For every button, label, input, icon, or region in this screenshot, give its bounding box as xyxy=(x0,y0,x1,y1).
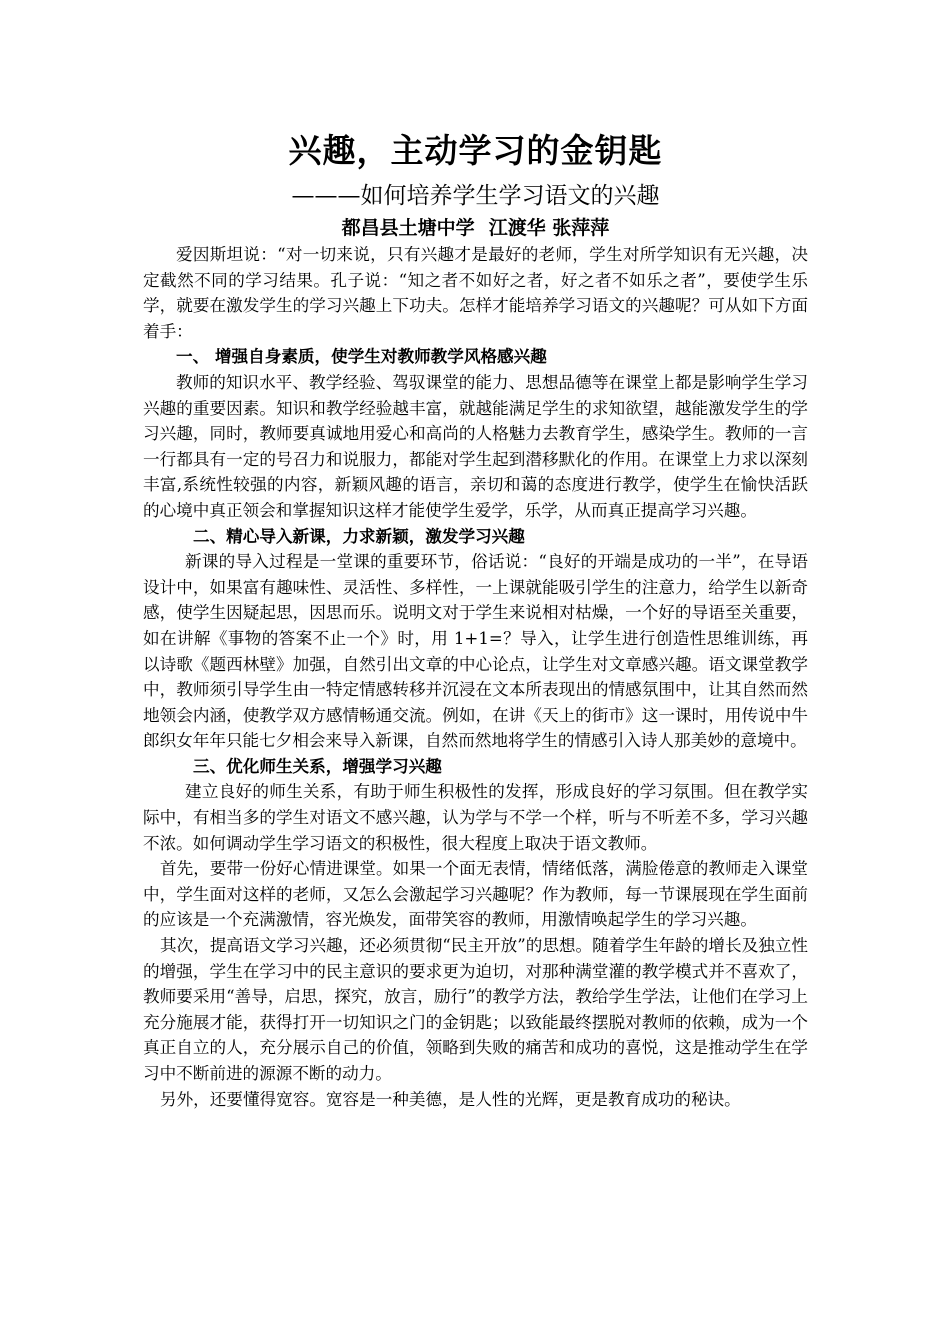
section-heading-1: 一、 增强自身素质，使学生对教师教学风格感兴趣 xyxy=(176,346,547,367)
section-heading-3: 三、优化师生关系，增强学习兴趣 xyxy=(193,755,442,776)
section-paragraph-1: 教师的知识水平、教学经验、驾驭课堂的能力、思想品德等在课堂上都是影响学生学习兴趣的重要因素。知识和教学经验越丰富，就越能满足学生的求知欲望，越能激发学生的学习兴趣，同时，教师要真诚地用爱心和高尚的人格魅力去教育学生，感染学生。教师的一言一行都具有一定的号召力和说服力，都能对学生起到潜移默化的作用。在课堂上力求以深刻丰富,系统性较强的内容，新颖风趣的语言，亲切和蔼的态度进行教学，使学生在愉快活跃的心境中真正领会和掌握知识这样才能使学生爱学，乐学，从而真正提高学习兴趣。 xyxy=(143,372,808,520)
paragraph-firstly: 首先，要带一份好心情进课堂。如果一个面无表情，情绪低落，满脸倦意的教师走入课堂中，学生面对这样的老师，又怎么会激起学习兴趣呢？作为教师，每一节课展现在学生面前的应该是一个充满激情，容光焕发，面带笑容的教师，用激情唤起学生的学习兴趣。 xyxy=(143,859,808,930)
section-paragraph-2: 新课的导入过程是一堂课的重要环节，俗话说：“良好的开端是成功的一半”，在导语设计中，如果富有趣味性、灵活性、多样性，一上课就能吸引学生的注意力，给学生以新奇感，使学生因疑起思，因思而乐。说明文对于学生来说相对枯燥，一个好的导语至关重要，如在讲解《事物的答案不止一个》时，用 1+1=？导入，让学生进行创造性思维训练，再以诗歌《题西林壁》加强，自然引出文章的中心论点，让学生对文章感兴趣。语文课堂教学中，教师须引导学生由一特定情感转移并沉浸在文本所表现出的情感氛围中，让其自然而然地领会内涵，使教学双方感情畅通交流。例如，在讲《天上的街市》这一课时，用传说中牛郎织女年年只能七夕相会来导入新课，自然而然地将学生的情感引入诗人那美妙的意境中。 xyxy=(143,552,808,751)
author-school: 都昌县土塘中学 xyxy=(341,217,475,239)
document-title: 兴趣，主动学习的金钥匙 xyxy=(288,131,663,170)
document-subtitle: ———如何培养学生学习语文的兴趣 xyxy=(291,183,660,209)
author-names: 江渡华 张萍萍 xyxy=(488,217,610,239)
paragraph-secondly: 其次，提高语文学习兴趣，还必须贯彻“民主开放”的思想。随着学生年龄的增长及独立性的增强，学生在学习中的民主意识的要求更为迫切，对那种满堂灌的教学模式并不喜欢了，教师要采用“善导，启思，探究，放言，励行”的教学方法，教给学生学法，让他们在学习上充分施展才能，获得打开一切知识之门的金钥匙；以致能最终摆脱对教师的依赖，成为一个真正自立的人，充分展示自己的价值，领略到失败的痛苦和成功的喜悦，这是推动学生在学习中不断前进的源源不断的动力。 xyxy=(143,936,808,1083)
paragraph-additionally: 另外，还要懂得宽容。宽容是一种美德，是人性的光辉，更是教育成功的秘诀。 xyxy=(160,1089,741,1109)
section-heading-2: 二、精心导入新课，力求新颖，激发学习兴趣 xyxy=(193,525,525,546)
intro-paragraph: 爱因斯坦说：“对一切来说，只有兴趣才是最好的老师，学生对所学知识有无兴趣，决定截然不同的学习结果。孔子说：“知之者不如好之者，好之者不如乐之者”，要使学生乐学，就要在激发学生的学习兴趣上下功夫。怎样才能培养学习语文的兴趣呢？可从如下方面着手： xyxy=(143,245,808,341)
author-line xyxy=(143,214,808,242)
document-page xyxy=(143,126,808,1112)
section-paragraph-3: 建立良好的师生关系，有助于师生积极性的发挥，形成良好的学习氛围。但在教学实际中，有相当多的学生对语文不感兴趣，认为学与不学一个样，听与不听差不多，学习兴趣不浓。如何调动学生学习语文的积极性，很大程度上取决于语文教师。 xyxy=(143,782,808,853)
